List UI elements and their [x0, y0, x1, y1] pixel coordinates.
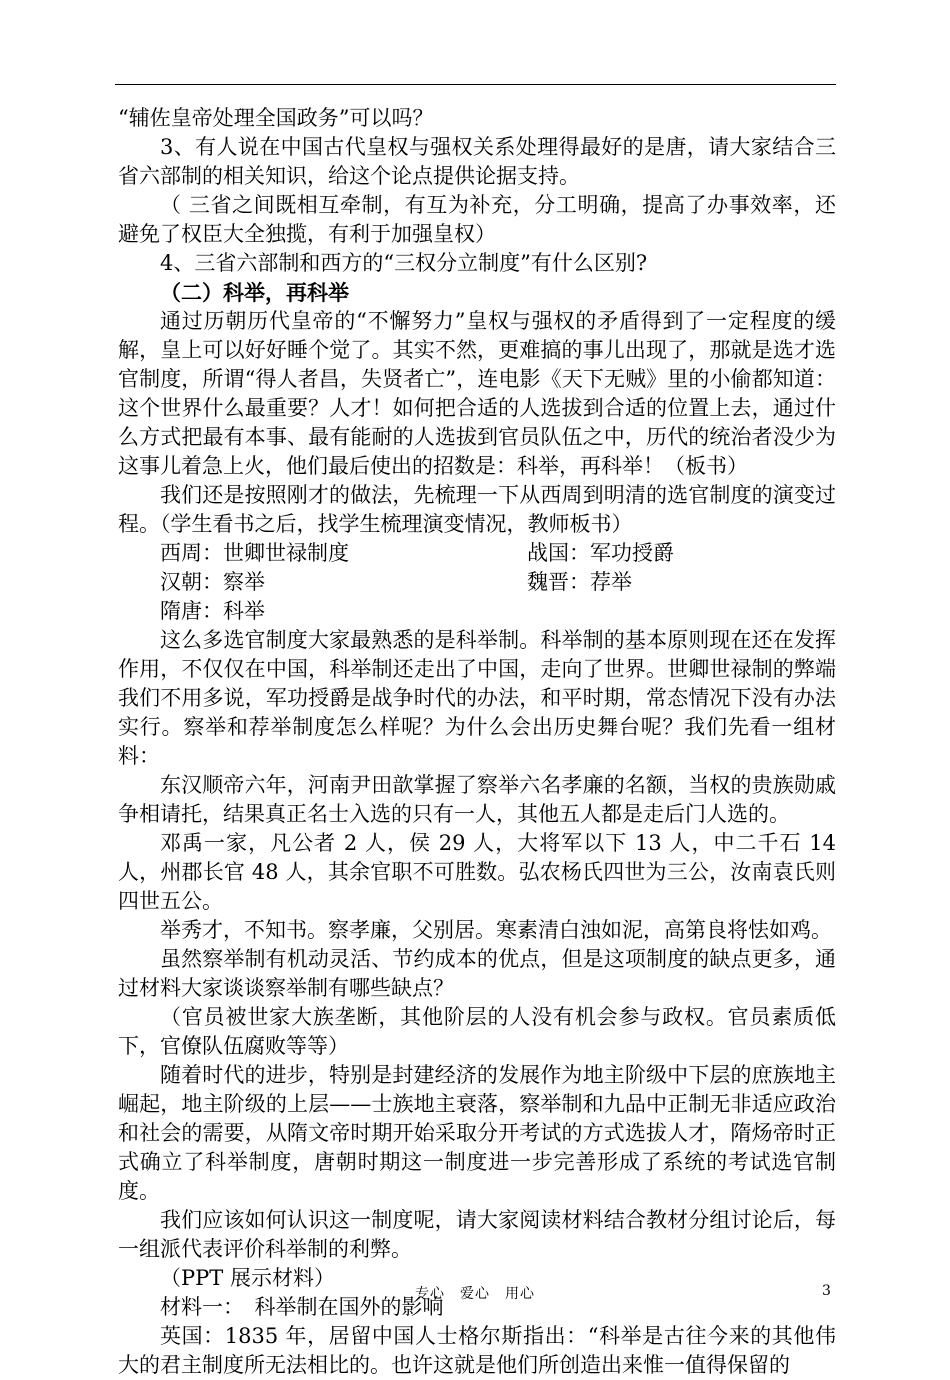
paragraph: 通过历朝历代皇帝的“不懈努力”皇权与强权的矛盾得到了一定程度的缓解，皇上可以好好睡个觉了。其实不然，更难搞的事儿出现了，那就是选才选官制度，所谓“得人者昌，失贤者亡”，连电影《天下无贼》里的小偷都知道：这个世界什么最重要？人才！如何把合适的人选拔到合适的位置上去，通过什么方式把最有本事、最有能耐的人选拔到官员队伍之中，历代的统治者没少为这事儿着急上火，他们最后使出的招数是：科举，再科举！（板书）: [118, 309, 836, 478]
paragraph: 邓禹一家，凡公者 2 人，侯 29 人，大将军以下 13 人，中二千石 14 人，州郡长官 48 人，其余官职不可胜数。弘农杨氏四世为三公，汝南袁氏则四世五公。: [118, 831, 836, 913]
paragraph: （PPT 展示材料）: [160, 1266, 335, 1290]
paragraph: 我们应该如何认识这一制度呢，请大家阅读材料结合教材分组讨论后，每一组派代表评价科举制的利弊。: [118, 1208, 836, 1261]
table-cell: 西周：世卿世禄制度: [160, 541, 349, 565]
page-number: 3: [822, 1283, 831, 1299]
paragraph: （ 三省之间既相互牵制，有互为补充，分工明确，提高了办事效率，还避免了权臣大全独揽，有利于加强皇权）: [118, 193, 836, 246]
document-body: [118, 104, 836, 1380]
table-row: [118, 539, 836, 568]
table-cell: 隋唐：科举: [160, 599, 265, 623]
paragraph: 材料一： 科举制在国外的影响: [160, 1295, 444, 1319]
paragraph: 虽然察举制有机动灵活、节约成本的优点，但是这项制度的缺点更多，通过材料大家谈谈察举制有哪些缺点？: [118, 947, 836, 1000]
paragraph: 4、三省六部制和西方的“三权分立制度”有什么区别?: [160, 251, 648, 275]
paragraph: 英国：1835 年，居留中国人士格尔斯指出：“科举是古往今来的其他伟大的君主制度所无法相比的。也许这就是他们所创造出来惟一值得保留的: [118, 1324, 836, 1377]
footer-motto: 专心 爱心 用心: [415, 1286, 535, 1302]
paragraph: 这么多选官制度大家最熟悉的是科举制。科举制的基本原则现在还在发挥作用，不仅仅在中国，科举制还走出了中国，走向了世界。世卿世禄制的弊端我们不用多说，军功授爵是战争时代的办法，和平时期，常态情况下没有办法实行。察举和荐举制度怎么样呢？为什么会出历史舞台呢？我们先看一组材料：: [118, 628, 836, 768]
paragraph: 东汉顺帝六年，河南尹田歆掌握了察举六名孝廉的名额，当权的贵族勋戚争相请托，结果真正名士入选的只有一人，其他五人都是走后门人选的。: [118, 773, 836, 826]
header-rule: [115, 84, 836, 85]
section-heading: （二）科举，再科举: [160, 280, 349, 305]
table-cell: 魏晋：荐举: [527, 570, 632, 594]
table-cell: 汉朝：察举: [160, 570, 265, 594]
paragraph: 我们还是按照刚才的做法，先梳理一下从西周到明清的选官制度的演变过程。（学生看书之后，找学生梳理演变情况，教师板书）: [118, 483, 836, 536]
paragraph: （官员被世家大族垄断，其他阶层的人没有机会参与政权。官员素质低下，官僚队伍腐败等等）: [118, 1005, 836, 1058]
paragraph: “辅佐皇帝处理全国政务”可以吗？: [118, 106, 434, 130]
table-row: [118, 597, 836, 626]
table-row: [118, 568, 836, 597]
table-cell: 战国：军功授爵: [527, 541, 674, 565]
paragraph: 举秀才，不知书。察孝廉，父别居。寒素清白浊如泥，高第良将怯如鸡。: [160, 918, 832, 942]
paragraph: 3、有人说在中国古代皇权与强权关系处理得最好的是唐，请大家结合三省六部制的相关知识，给这个论点提供论据支持。: [118, 135, 836, 188]
paragraph: 随着时代的进步，特别是封建经济的发展作为地主阶级中下层的庶族地主崛起，地主阶级的上层——士族地主衰落，察举制和九品中正制无非适应政治和社会的需要，从隋文帝时期开始采取分开考试的方式选拔人才，隋炀帝时正式确立了科举制度，唐朝时期这一制度进一步完善形成了系统的考试选官制度。: [118, 1063, 836, 1203]
